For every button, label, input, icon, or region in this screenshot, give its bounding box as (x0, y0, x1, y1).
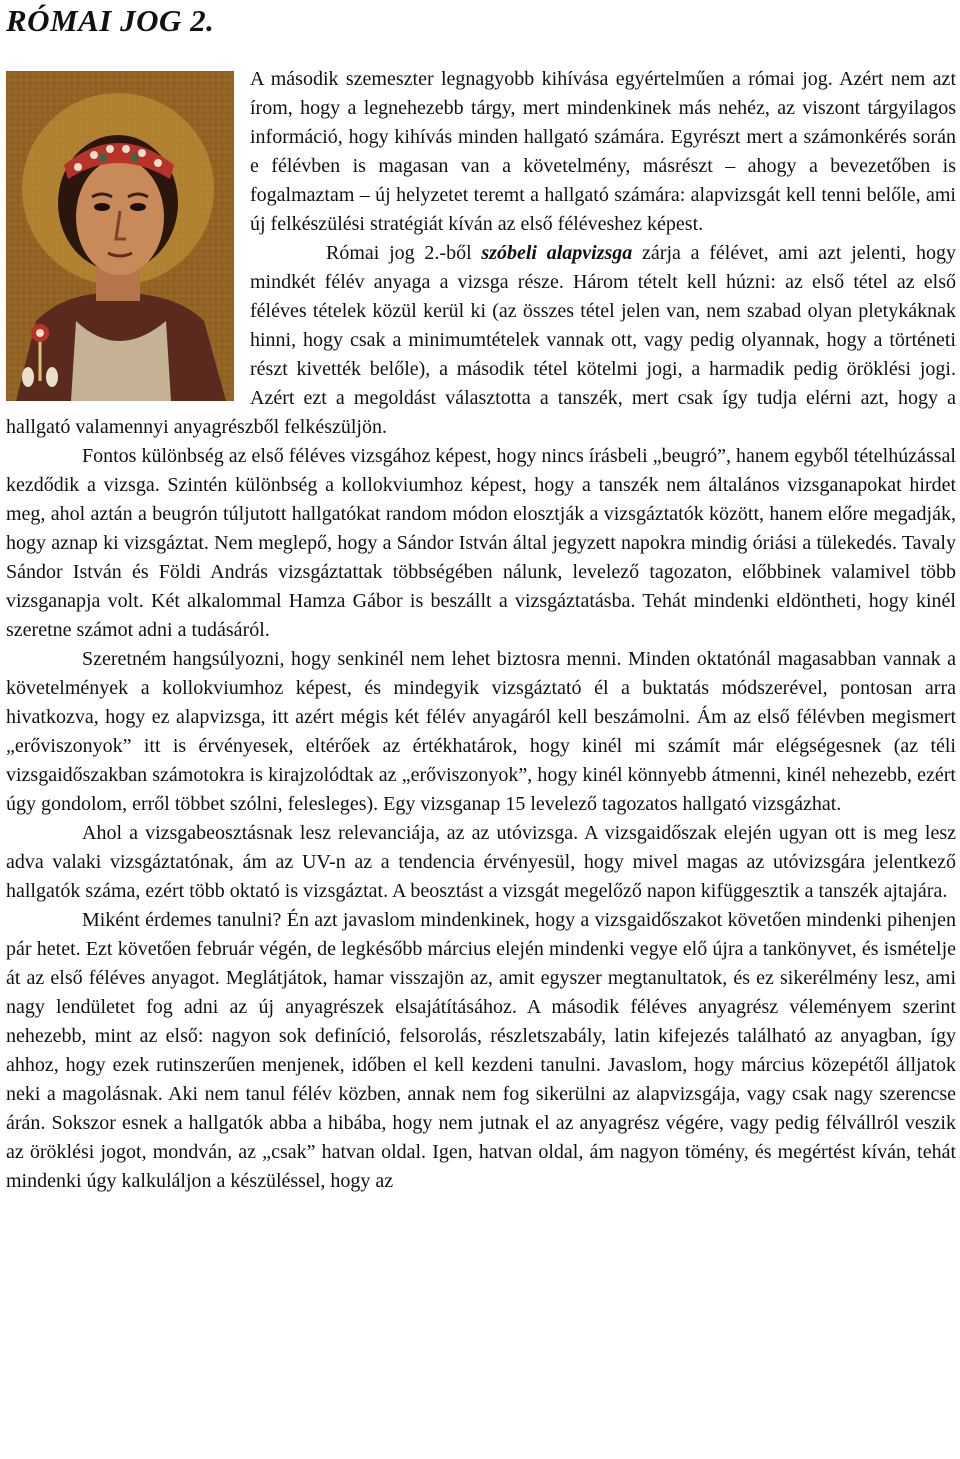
paragraph-5: Ahol a vizsgabeosztásnak lesz relevanciája, az az utóvizsga. A vizsgaidőszak elején ugyan ott is meg lesz adva valaki vizsgáztatónak, ám az UV-n az a tendencia érvényesül, hogy mivel magas az utóvizsgára jelentkező hallgatók száma, ezért több oktató is vizsgáztat. A beosztást a vizsgát megelőző napon kifüggesztik a tanszék ajtajára. (6, 822, 956, 902)
document-title: RÓMAI JOG 2. (6, 3, 215, 38)
paragraph-6: Miként érdemes tanulni? Én azt javaslom mindenkinek, hogy a vizsgaidőszakot követően mindenki pihenjen pár hetet. Ezt követően február végén, de legkésőbb március elején mindenki vegye elő újra a tankönyvet, és ismételje át az első féléves anyagot. Meglátjátok, hamar visszajön az, amit egyszer megtanultatok, és ez sikerélmény lesz, ami nagy lendületet fog adni az új anyagrészek elsajátításához. A második féléves anyagrész véleményem szerint nehezebb, mint az első: nagyon sok definíció, felsorolás, részletszabály, latin kifejezés található az anyagban, így ahhoz, hogy ezek rutinszerűen menjenek, időben el kell kezdeni tanulni. Javaslom, hogy március közepétől álljatok neki a magolásnak. Aki nem tanul félév közben, annak nem fog sikerülni az alapvizsgája, vagy csak nagy szerencse árán. Sokszor esnek a hallgatók abba a hibába, hogy nem jutnak el az anyagrész végére, vagy pedig félvállról veszik az öröklési jogot, mondván, az „csak” hatvan oldal. Igen, hatvan oldal, ám nagyon tömény, és megértést kíván, tehát mindenki úgy kalkuláljon a készüléssel, hogy az (6, 909, 956, 1192)
paragraph-3: Fontos különbség az első féléves vizsgához képest, hogy nincs írásbeli „beugró”, hanem egyből tételhúzással kezdődik a vizsga. Szintén különbség a kollokviumhoz képest, hogy a tanszék nem általános vizsganapokat hirdet meg, ahol aztán a beugrón túljutott hallgatókat random módon elosztják a vizsgáztatók között, hanem előre megadják, hogy aznap ki vizsgáztat. Nem meglepő, hogy a Sándor István által jegyzett napokra mindig óriási a tülekedés. Tavaly Sándor István és Földi András vizsgáztattak többségében nálunk, levelező tagozaton, előbbinek valamivel több vizsganapja volt. Két alkalommal Hamza Gábor is beszállt a vizsgáztatásba. Tehát mindenki eldöntheti, hogy kinél szeretne számot adni a tudásáról. (6, 445, 956, 641)
justinian-mosaic-image (6, 71, 234, 401)
paragraph-1: A második szemeszter legnagyobb kihívása egyértelműen a római jog. Azért nem azt írom, hogy a legnehezebb tárgy, mert mindenkinek más nehéz, az viszont tárgyilagos információ, hogy kihívás minden hallgató számára. Egyrészt mert a számonkérés során e félévben is magasan van a követelmény, másrészt – ahogy a bevezetőben is fogalmaztam – új helyzetet teremt a hallgató számára: alapvizsgát kell tenni belőle, ami új felkészülési stratégiát kíván az első féléveshez képest. (250, 68, 956, 235)
paragraph-2-start: Római jog 2.-ből (326, 242, 482, 264)
document-body (6, 65, 956, 1196)
oral-exam-emphasis: szóbeli alapvizsga (481, 242, 633, 264)
paragraph-4: Szeretném hangsúlyozni, hogy senkinél nem lehet biztosra menni. Minden oktatónál magasabban vannak a követelmények a kollokviumhoz képest, és mindegyik vizsgáztató él a buktatás módszerével, pontosan arra hivatkozva, hogy ez alapvizsga, itt azért mégis két félév anyagáról kell beszámolni. Ám az első félévben megismert „erőviszonyok” itt is érvényesek, eltérőek az értékhatárok, hogy kinél mi számít már elégségesnek (az téli vizsgaidőszakban számotokra is kirajzolódtak az „erőviszonyok”, hogy kinél könnyebb átmenni, kinél nehezebb, ezért úgy gondolom, erről többet szólni, felesleges). Egy vizsganap 15 levelező tagozatos hallgató vizsgázhat. (6, 648, 956, 815)
paragraph-2-rest: zárja a félévet, ami azt jelenti, hogy mindkét félév anyaga a vizsga része. Három tételt kell húzni: az első tétel az első féléves tételek közül kerül ki (az összes tétel jelen van, nem szabad olyan pletykáknak hinni, hogy csak a minimumtételek vannak ott, vagy pedig olyannak, hogy a történeti részt kivették belőle), a második tétel kötelmi jogi, a harmadik pedig öröklési jogi. Azért ezt a megoldást választotta a tanszék, mert csak így tudja elérni azt, hogy a hallgató valamennyi anyagrészből felkészüljön. (6, 242, 956, 438)
